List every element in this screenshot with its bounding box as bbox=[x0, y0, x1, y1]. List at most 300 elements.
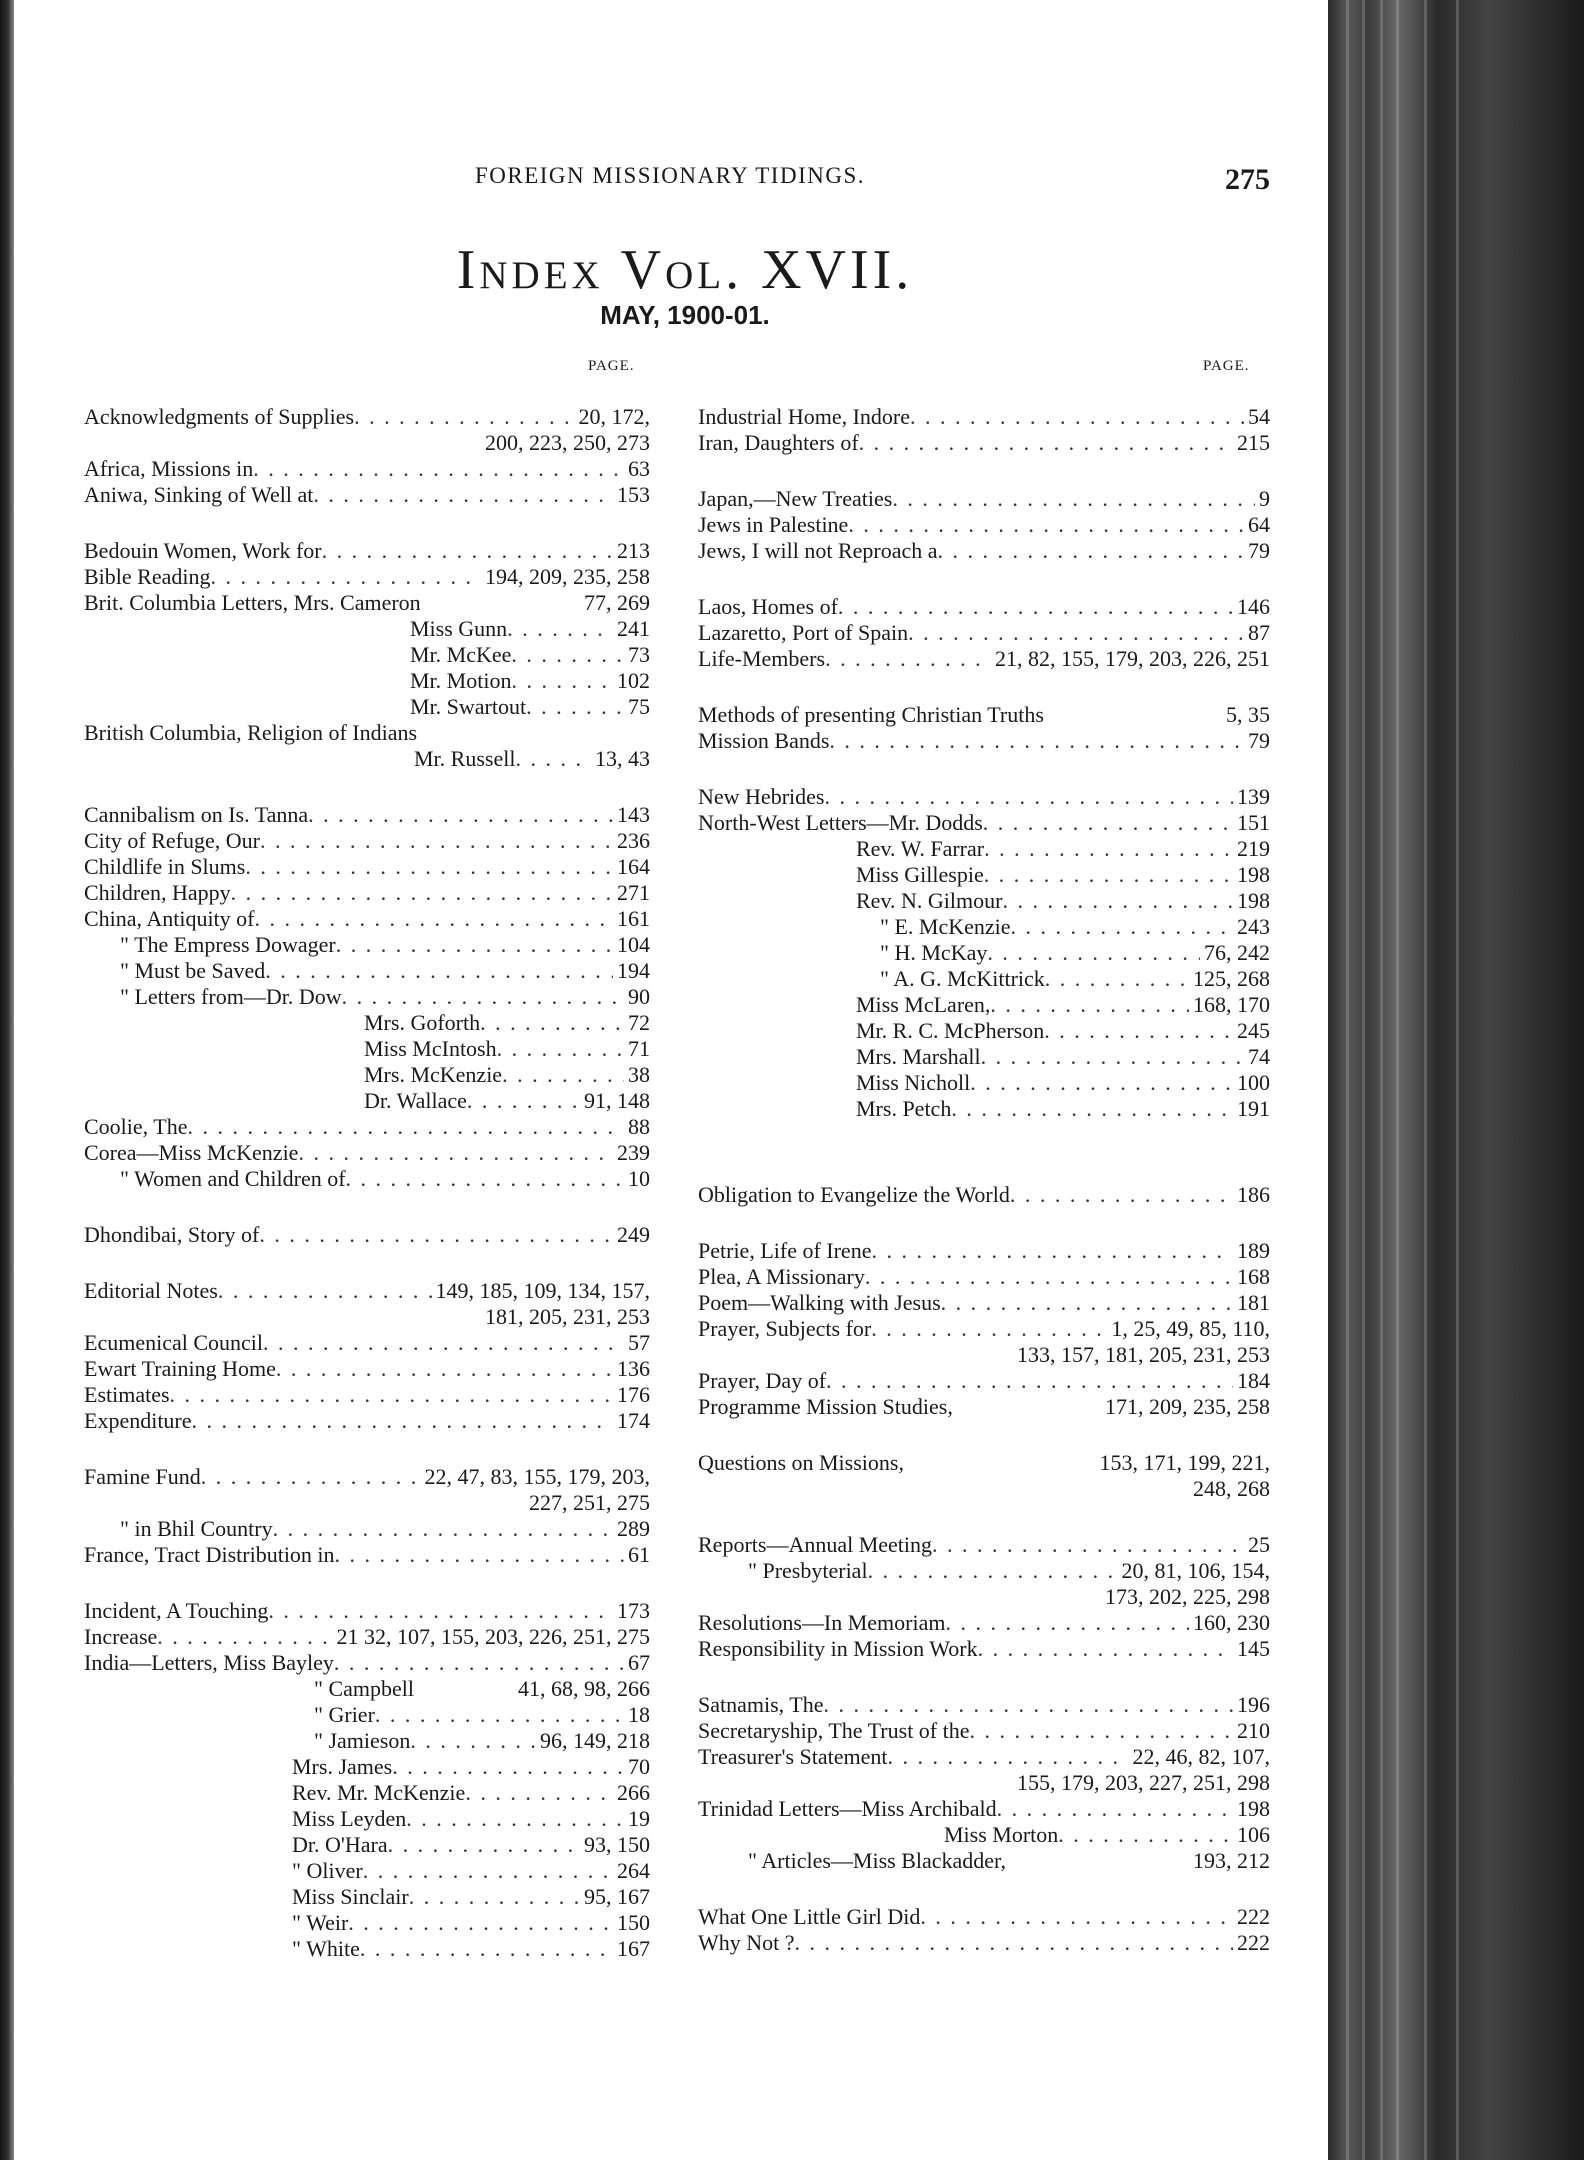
entry-pages: 22, 46, 82, 107, bbox=[1132, 1744, 1270, 1769]
index-entry bbox=[698, 620, 1270, 646]
index-entry bbox=[698, 1822, 1270, 1848]
entry-text: Acknowledgments of Supplies bbox=[84, 404, 355, 429]
entry-text: Satnamis, The bbox=[698, 1692, 824, 1717]
entry-pages: 22, 47, 83, 155, 179, 203, bbox=[424, 1464, 650, 1489]
entry-pages: 1, 25, 49, 85, 110, bbox=[1111, 1316, 1270, 1341]
entry-text: " E. McKenzie bbox=[880, 914, 1011, 939]
entry-spacer bbox=[698, 1874, 1270, 1904]
entry-text: Mrs. McKenzie bbox=[364, 1062, 503, 1087]
entry-pages: 191 bbox=[1237, 1096, 1270, 1121]
dot-leader bbox=[170, 1382, 613, 1408]
index-entry bbox=[84, 1702, 650, 1728]
entry-text: Treasurer's Statement bbox=[698, 1744, 888, 1769]
entry-pages: 164 bbox=[617, 854, 650, 879]
index-entry bbox=[84, 404, 650, 430]
index-entry bbox=[698, 1692, 1270, 1718]
entry-pages: 96, 149, 218 bbox=[540, 1728, 650, 1753]
index-entry bbox=[698, 1368, 1270, 1394]
entry-pages: 146 bbox=[1237, 594, 1270, 619]
dot-leader bbox=[388, 1832, 580, 1858]
entry-spacer bbox=[698, 672, 1270, 702]
entry-pages: 266 bbox=[617, 1780, 650, 1805]
entry-pages: 167 bbox=[617, 1936, 650, 1961]
dot-leader bbox=[941, 1290, 1233, 1316]
index-subtitle: MAY, 1900-01. bbox=[600, 300, 770, 330]
entry-pages: 264 bbox=[617, 1858, 650, 1883]
entry-text: Rev. Mr. McKenzie bbox=[292, 1780, 466, 1805]
index-entry bbox=[698, 1796, 1270, 1822]
entry-text: Obligation to Evangelize the World bbox=[698, 1182, 1010, 1207]
dot-leader bbox=[187, 1114, 624, 1140]
entry-text: " Articles—Miss Blackadder, bbox=[748, 1848, 1006, 1873]
entry-text: Brit. Columbia Letters, Mrs. Cameron bbox=[84, 590, 421, 615]
entry-spacer bbox=[84, 1248, 650, 1278]
dot-leader bbox=[336, 932, 613, 958]
index-entry bbox=[84, 616, 650, 642]
entry-pages: 25 bbox=[1248, 1532, 1270, 1557]
index-entry bbox=[698, 992, 1270, 1018]
entry-text: Bedouin Women, Work for bbox=[84, 538, 322, 563]
dot-leader bbox=[865, 1264, 1233, 1290]
index-entry bbox=[84, 1062, 650, 1088]
index-entry bbox=[84, 1222, 650, 1248]
index-entry bbox=[84, 958, 650, 984]
index-entry bbox=[698, 1044, 1270, 1070]
index-entry bbox=[698, 512, 1270, 538]
index-entry bbox=[84, 906, 650, 932]
entry-pages: 133, 157, 181, 205, 231, 253 bbox=[1017, 1342, 1270, 1367]
index-entry bbox=[698, 914, 1270, 940]
entry-text: Corea—Miss McKenzie bbox=[84, 1140, 299, 1165]
index-entry bbox=[84, 932, 650, 958]
entry-pages: 241 bbox=[617, 616, 650, 641]
dot-leader bbox=[263, 1330, 624, 1356]
entry-text: Iran, Daughters of bbox=[698, 430, 859, 455]
entry-text: " in Bhil Country bbox=[120, 1516, 273, 1541]
dot-leader bbox=[981, 1044, 1244, 1070]
dot-leader bbox=[920, 1904, 1233, 1930]
entry-text: Reports—Annual Meeting bbox=[698, 1532, 933, 1557]
index-entry bbox=[698, 784, 1270, 810]
entry-pages: 73 bbox=[628, 642, 650, 667]
dot-leader bbox=[363, 1858, 613, 1884]
entry-text: " Must be Saved bbox=[120, 958, 266, 983]
entry-pages: 88 bbox=[628, 1114, 650, 1139]
entry-pages: 149, 185, 109, 134, 157, bbox=[435, 1278, 650, 1303]
index-entry bbox=[84, 880, 650, 906]
index-entry bbox=[84, 1140, 650, 1166]
entry-pages: 75 bbox=[628, 694, 650, 719]
dot-leader bbox=[210, 564, 481, 590]
index-entry bbox=[698, 1182, 1270, 1208]
index-entry bbox=[698, 888, 1270, 914]
dot-leader bbox=[192, 1408, 613, 1434]
index-entry bbox=[698, 1096, 1270, 1122]
dot-leader bbox=[502, 1062, 624, 1088]
entry-pages: 173 bbox=[617, 1598, 650, 1623]
index-entry bbox=[84, 694, 650, 720]
dot-leader bbox=[335, 1542, 624, 1568]
entry-pages: 168, 170 bbox=[1193, 992, 1270, 1017]
entry-pages: 271 bbox=[617, 880, 650, 905]
index-entry bbox=[698, 1476, 1270, 1502]
entry-pages: 198 bbox=[1237, 888, 1270, 913]
index-entry bbox=[84, 1780, 650, 1806]
index-entry bbox=[698, 1770, 1270, 1796]
index-entry bbox=[698, 966, 1270, 992]
dot-leader bbox=[859, 430, 1233, 456]
entry-text: " Letters from—Dr. Dow bbox=[120, 984, 342, 1009]
dot-leader bbox=[1010, 1182, 1233, 1208]
dot-leader bbox=[308, 802, 613, 828]
index-entry bbox=[84, 1356, 650, 1382]
index-entry bbox=[84, 1624, 650, 1650]
dot-leader bbox=[825, 646, 991, 672]
dot-leader bbox=[1044, 1018, 1233, 1044]
entry-pages: 248, 268 bbox=[1193, 1476, 1270, 1501]
entry-pages: 155, 179, 203, 227, 251, 298 bbox=[1017, 1770, 1270, 1795]
entry-pages: 181 bbox=[1237, 1290, 1270, 1315]
dot-leader bbox=[276, 1356, 613, 1382]
dot-leader bbox=[526, 694, 624, 720]
index-entry bbox=[84, 1382, 650, 1408]
index-entry bbox=[698, 1018, 1270, 1044]
entry-pages: 219 bbox=[1237, 836, 1270, 861]
entry-text: Dr. Wallace bbox=[364, 1088, 467, 1113]
entry-text: " Grier bbox=[314, 1702, 375, 1727]
dot-leader bbox=[497, 1036, 624, 1062]
index-entry bbox=[84, 1728, 650, 1754]
entry-pages: 168 bbox=[1237, 1264, 1270, 1289]
dot-leader bbox=[848, 512, 1244, 538]
index-entry bbox=[84, 720, 650, 746]
dot-leader bbox=[515, 746, 591, 772]
dot-leader bbox=[978, 1636, 1233, 1662]
entry-text: Children, Happy bbox=[84, 880, 231, 905]
index-entry bbox=[84, 1806, 650, 1832]
index-entry bbox=[84, 1832, 650, 1858]
dot-leader bbox=[1045, 966, 1189, 992]
dot-leader bbox=[932, 1532, 1244, 1558]
entry-text: Mission Bands bbox=[698, 728, 830, 753]
index-entry bbox=[698, 1558, 1270, 1584]
index-entry bbox=[84, 538, 650, 564]
entry-text: Questions on Missions, bbox=[698, 1450, 904, 1475]
index-entry bbox=[698, 1290, 1270, 1316]
entry-pages: 71 bbox=[628, 1036, 650, 1061]
entry-text: Lazaretto, Port of Spain bbox=[698, 620, 909, 645]
entry-text: Mrs. James bbox=[292, 1754, 393, 1779]
index-entry bbox=[84, 1114, 650, 1140]
index-entry bbox=[698, 1848, 1270, 1874]
index-entry bbox=[84, 564, 650, 590]
index-entry bbox=[698, 862, 1270, 888]
entry-pages: 194 bbox=[617, 958, 650, 983]
index-entry bbox=[698, 646, 1270, 672]
entry-pages: 104 bbox=[617, 932, 650, 957]
dot-leader bbox=[273, 1516, 613, 1542]
entry-pages: 222 bbox=[1237, 1930, 1270, 1955]
entry-text: Rev. W. Farrar bbox=[856, 836, 985, 861]
index-column-right bbox=[698, 404, 1270, 1956]
entry-pages: 161 bbox=[617, 906, 650, 931]
dot-leader bbox=[231, 880, 613, 906]
entry-spacer bbox=[84, 508, 650, 538]
entry-text: New Hebrides bbox=[698, 784, 825, 809]
index-entry bbox=[698, 940, 1270, 966]
entry-text: Ecumenical Council bbox=[84, 1330, 263, 1355]
entry-text: Mrs. Goforth bbox=[364, 1010, 481, 1035]
entry-text: France, Tract Distribution in bbox=[84, 1542, 335, 1567]
entry-text: Bible Reading bbox=[84, 564, 211, 589]
dot-leader bbox=[1002, 888, 1233, 914]
entry-pages: 143 bbox=[617, 802, 650, 827]
index-entry bbox=[84, 668, 650, 694]
dot-leader bbox=[888, 1744, 1129, 1770]
dot-leader bbox=[406, 1806, 624, 1832]
entry-text: Prayer, Day of bbox=[698, 1368, 827, 1393]
entry-text: Methods of presenting Christian Truths bbox=[698, 702, 1044, 727]
index-entry bbox=[698, 430, 1270, 456]
entry-pages: 136 bbox=[617, 1356, 650, 1381]
entry-pages: 151 bbox=[1237, 810, 1270, 835]
entry-pages: 64 bbox=[1248, 512, 1270, 537]
entry-text: Jews in Palestine bbox=[698, 512, 849, 537]
entry-text: Miss Gillespie bbox=[856, 862, 984, 887]
dot-leader bbox=[342, 984, 624, 1010]
entry-text: Miss Gunn bbox=[410, 616, 508, 641]
index-entry bbox=[84, 802, 650, 828]
entry-pages: 63 bbox=[628, 456, 650, 481]
entry-spacer bbox=[84, 1192, 650, 1222]
entry-pages: 79 bbox=[1248, 728, 1270, 753]
entry-pages: 77, 269 bbox=[584, 590, 650, 615]
entry-text: Aniwa, Sinking of Well at bbox=[84, 482, 314, 507]
entry-text: Coolie, The bbox=[84, 1114, 188, 1139]
entry-pages: 70 bbox=[628, 1754, 650, 1779]
dot-leader bbox=[871, 1238, 1233, 1264]
index-entry bbox=[84, 1010, 650, 1036]
entry-pages: 76, 242 bbox=[1204, 940, 1270, 965]
entry-text: Mr. Motion bbox=[410, 668, 512, 693]
entry-pages: 181, 205, 231, 253 bbox=[485, 1304, 650, 1329]
dot-leader bbox=[334, 1650, 624, 1676]
dot-leader bbox=[322, 538, 613, 564]
entry-pages: 249 bbox=[617, 1222, 650, 1247]
entry-text: Japan,—New Treaties bbox=[698, 486, 893, 511]
dot-leader bbox=[938, 538, 1245, 564]
entry-pages: 171, 209, 235, 258 bbox=[1105, 1394, 1270, 1419]
index-entry bbox=[84, 1542, 650, 1568]
dot-leader bbox=[824, 784, 1233, 810]
index-entry bbox=[698, 1450, 1270, 1476]
entry-pages: 95, 167 bbox=[584, 1884, 650, 1909]
entry-text: Poem—Walking with Jesus bbox=[698, 1290, 941, 1315]
entry-text: Resolutions—In Memoriam bbox=[698, 1610, 946, 1635]
entry-text: " Women and Children of bbox=[120, 1166, 346, 1191]
dot-leader bbox=[997, 1796, 1233, 1822]
dot-leader bbox=[354, 404, 574, 430]
entry-spacer bbox=[698, 456, 1270, 486]
dot-leader bbox=[829, 728, 1244, 754]
index-entry bbox=[84, 1304, 650, 1330]
entry-pages: 41, 68, 98, 266 bbox=[518, 1676, 650, 1701]
entry-text: Miss Leyden bbox=[292, 1806, 407, 1831]
entry-text: Mr. R. C. McPherson bbox=[856, 1018, 1045, 1043]
entry-text: Petrie, Life of Irene bbox=[698, 1238, 872, 1263]
dot-leader bbox=[465, 1780, 613, 1806]
index-column-left bbox=[84, 404, 650, 1962]
page-column-label-right: PAGE. bbox=[1203, 358, 1250, 374]
entry-spacer bbox=[698, 1420, 1270, 1450]
entry-pages: 125, 268 bbox=[1193, 966, 1270, 991]
entry-pages: 213 bbox=[617, 538, 650, 563]
entry-text: Famine Fund bbox=[84, 1464, 201, 1489]
index-entry bbox=[84, 1088, 650, 1114]
entry-text: City of Refuge, Our bbox=[84, 828, 260, 853]
index-entry bbox=[84, 1490, 650, 1516]
entry-text: India—Letters, Miss Bayley bbox=[84, 1650, 334, 1675]
entry-text: Africa, Missions in bbox=[84, 456, 254, 481]
entry-pages: 54 bbox=[1248, 404, 1270, 429]
entry-text: Responsibility in Mission Work bbox=[698, 1636, 978, 1661]
entry-pages: 193, 212 bbox=[1193, 1848, 1270, 1873]
entry-spacer bbox=[698, 1122, 1270, 1152]
entry-text: British Columbia, Religion of Indians bbox=[84, 720, 418, 745]
index-entry bbox=[84, 828, 650, 854]
index-entry bbox=[698, 1070, 1270, 1096]
dot-leader bbox=[910, 404, 1244, 430]
entry-pages: 200, 223, 250, 273 bbox=[485, 430, 650, 455]
entry-text: Mrs. Marshall bbox=[856, 1044, 981, 1069]
entry-text: " Jamieson bbox=[314, 1728, 411, 1753]
entry-pages: 186 bbox=[1237, 1182, 1270, 1207]
entry-pages: 18 bbox=[628, 1702, 650, 1727]
dot-leader bbox=[201, 1464, 421, 1490]
dot-leader bbox=[157, 1624, 332, 1650]
entry-text: Mr. McKee bbox=[410, 642, 512, 667]
entry-pages: 215 bbox=[1237, 430, 1270, 455]
entry-pages: 100 bbox=[1237, 1070, 1270, 1095]
dot-leader bbox=[260, 828, 613, 854]
dot-leader bbox=[826, 1368, 1233, 1394]
entry-text: Mr. Swartout bbox=[410, 694, 527, 719]
entry-text: Life-Members bbox=[698, 646, 826, 671]
entry-pages: 61 bbox=[628, 1542, 650, 1567]
entry-pages: 67 bbox=[628, 1650, 650, 1675]
entry-pages: 236 bbox=[617, 828, 650, 853]
index-entry bbox=[84, 1650, 650, 1676]
entry-text: North-West Letters—Mr. Dodds bbox=[698, 810, 983, 835]
entry-text: Jews, I will not Reproach a bbox=[698, 538, 938, 563]
dot-leader bbox=[838, 594, 1233, 620]
entry-text: Dhondibai, Story of bbox=[84, 1222, 260, 1247]
entry-pages: 174 bbox=[617, 1408, 650, 1433]
entry-spacer bbox=[698, 564, 1270, 594]
index-entry bbox=[698, 1342, 1270, 1368]
dot-leader bbox=[392, 1754, 624, 1780]
dot-leader bbox=[298, 1140, 613, 1166]
dot-leader bbox=[908, 620, 1244, 646]
index-entry bbox=[84, 642, 650, 668]
index-entry bbox=[698, 810, 1270, 836]
entry-text: What One Little Girl Did bbox=[698, 1904, 921, 1929]
book-spine-shadow bbox=[0, 0, 14, 2160]
entry-text: Miss McIntosh bbox=[364, 1036, 497, 1061]
entry-pages: 91, 148 bbox=[584, 1088, 650, 1113]
dot-leader bbox=[990, 992, 1189, 1018]
index-entry bbox=[84, 1858, 650, 1884]
entry-pages: 210 bbox=[1237, 1718, 1270, 1743]
entry-text: Prayer, Subjects for bbox=[698, 1316, 872, 1341]
entry-text: Plea, A Missionary bbox=[698, 1264, 865, 1289]
entry-text: Increase bbox=[84, 1624, 158, 1649]
page-number: 275 bbox=[1225, 163, 1270, 196]
dot-leader bbox=[970, 1070, 1233, 1096]
entry-pages: 173, 202, 225, 298 bbox=[1105, 1584, 1270, 1609]
entry-text: Industrial Home, Indore bbox=[698, 404, 910, 429]
entry-text: " A. G. McKittrick bbox=[880, 966, 1045, 991]
dot-leader bbox=[255, 906, 614, 932]
index-entry bbox=[84, 1408, 650, 1434]
entry-pages: 87 bbox=[1248, 620, 1270, 645]
entry-pages: 153, 171, 199, 221, bbox=[1099, 1450, 1270, 1475]
dot-leader bbox=[795, 1930, 1233, 1956]
index-entry bbox=[84, 1464, 650, 1490]
entry-pages: 79 bbox=[1248, 538, 1270, 563]
index-entry bbox=[84, 430, 650, 456]
dot-leader bbox=[409, 1884, 580, 1910]
entry-text: Dr. O'Hara bbox=[292, 1832, 388, 1857]
entry-text: Laos, Homes of bbox=[698, 594, 838, 619]
entry-text: " Campbell bbox=[314, 1676, 415, 1701]
entry-spacer bbox=[84, 772, 650, 802]
index-entry bbox=[84, 746, 650, 772]
dot-leader bbox=[871, 1316, 1107, 1342]
entry-pages: 9 bbox=[1259, 486, 1270, 511]
entry-pages: 139 bbox=[1237, 784, 1270, 809]
dot-leader bbox=[348, 1910, 613, 1936]
entry-text: " H. McKay bbox=[880, 940, 988, 965]
index-entry bbox=[84, 482, 650, 508]
entry-text: Trinidad Letters—Miss Archibald bbox=[698, 1796, 997, 1821]
entry-pages: 102 bbox=[617, 668, 650, 693]
entry-pages: 19 bbox=[628, 1806, 650, 1831]
dot-leader bbox=[823, 1692, 1233, 1718]
index-entry bbox=[698, 1744, 1270, 1770]
entry-text: " Presbyterial bbox=[748, 1558, 868, 1583]
dot-leader bbox=[265, 958, 613, 984]
entry-spacer bbox=[84, 1568, 650, 1598]
entry-text: Rev. N. Gilmour bbox=[856, 888, 1003, 913]
entry-pages: 20, 172, bbox=[578, 404, 650, 429]
index-entry bbox=[698, 404, 1270, 430]
entry-spacer bbox=[698, 1152, 1270, 1182]
index-entry bbox=[84, 1910, 650, 1936]
dot-leader bbox=[868, 1558, 1118, 1584]
index-entry bbox=[84, 1884, 650, 1910]
dot-leader bbox=[253, 456, 624, 482]
running-head: FOREIGN MISSIONARY TIDINGS. bbox=[474, 163, 865, 188]
index-entry bbox=[84, 590, 650, 616]
entry-text: Estimates bbox=[84, 1382, 170, 1407]
entry-pages: 184 bbox=[1237, 1368, 1270, 1393]
entry-text: Mrs. Petch bbox=[856, 1096, 952, 1121]
index-entry bbox=[84, 854, 650, 880]
entry-text: Childlife in Slums bbox=[84, 854, 246, 879]
entry-pages: 243 bbox=[1237, 914, 1270, 939]
entry-pages: 57 bbox=[628, 1330, 650, 1355]
